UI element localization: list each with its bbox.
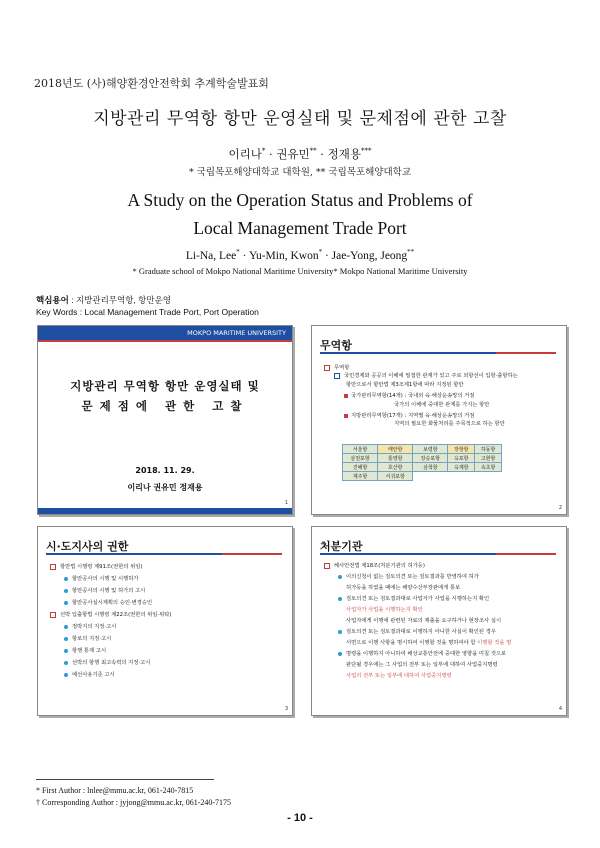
slide-body [50, 561, 292, 681]
footnote-rule [36, 779, 214, 780]
author-sep: · [265, 147, 277, 161]
author-3-mark: *** [360, 147, 372, 156]
square-bullet-icon [50, 564, 56, 570]
slide-heading: 무역항 [320, 339, 352, 352]
header-accent [496, 553, 556, 555]
bullet-line: 항만공사의 시행 및 시행허가 [50, 573, 292, 585]
footnote-corresponding-author: † Corresponding Author : jyjong@mmu.ac.kr, 061-240-7175 [36, 798, 232, 807]
english-affiliation: * Graduate school of Mokpo National Maritime University* Mokpo National Maritime University [132, 266, 468, 276]
author-sep: · [239, 249, 249, 262]
round-bullet-icon [64, 661, 68, 665]
table-row: 서울항 태안항 보령항 장항항 하동항 [343, 445, 502, 454]
page-number: - 10 - [287, 812, 313, 824]
bullet-line: 이의신청이 없는 검토의견 또는 검토결과를 반영하여 허가 [324, 572, 566, 583]
slide-page-number: 4 [558, 706, 562, 712]
bullet-line: 예선사용기준 고시 [50, 669, 292, 681]
slide-body [324, 364, 566, 429]
slide-header [320, 334, 556, 354]
author-3-en: Jae-Yong, Jeong [331, 249, 408, 262]
bullet-emphasis: 이행할 것을 명 [477, 640, 512, 646]
bullet-line: 검토의견 또는 검토결과대로 사업자가 사업을 시행하는지 확인 [324, 594, 566, 605]
square-bullet-icon [324, 365, 330, 371]
bullet-line: 해사안전법 제18조(처분기관의 허가등) [324, 561, 566, 572]
bullet-line: 지역의 필요한 화물처리를 주목적으로 하는 항만 [394, 421, 505, 428]
slide-body [324, 561, 566, 682]
square-bullet-icon [50, 612, 56, 618]
author-3: 정재용 [327, 147, 361, 161]
round-bullet-icon [338, 575, 342, 579]
banner-accent-line [38, 340, 292, 342]
slide-banner: MOKPO MARITIME UNIVERSITY [38, 326, 292, 340]
korean-authors [0, 146, 600, 162]
bullet-line: 항만공사실시계획의 승인·변경승인 [50, 597, 292, 609]
korean-title: 지방관리 무역항 항만 운영실태 및 문제점에 관한 고찰 [93, 109, 507, 129]
bullet-line: 항로의 지정·고시 [50, 633, 292, 645]
slide-footer-bar [38, 508, 292, 514]
bullet-line: 항만법 시행령 제91조(권한의 위임) [50, 561, 292, 573]
bullet-emphasis: 사업의 전부 또는 일부에 대하여 사업중지명령 [346, 673, 452, 679]
author-3-en-mark: ** [407, 248, 415, 256]
slide-page-number: 2 [558, 505, 562, 511]
bullet-line: 항만으로서 항만법 제3조제1항에 따라 지정된 항만 [346, 381, 464, 388]
keywords-en-value: : Local Management Trade Port, Port Operation [77, 307, 259, 317]
keywords-ko-value: : 지방관리무역항, 항만운영 [68, 295, 171, 305]
author-1-en: Li-Na, Lee [185, 249, 237, 262]
square-bullet-icon [334, 373, 340, 379]
round-bullet-icon [64, 649, 68, 653]
conference-header: 2018년도 (사)해양환경안전학회 추계학술발표회 [34, 77, 269, 90]
slide-title-line2: 문제점에 관한 고찰 [81, 399, 249, 413]
korean-affiliation: * 국립목포해양대학교 대학원, ** 국립목포해양대학교 [188, 167, 412, 178]
round-bullet-icon [64, 601, 68, 605]
slide-date: 2018. 11. 29. [135, 466, 195, 475]
bullet-line: 검토의견 또는 검토결과대로 이행하지 아니한 사실이 확인된 경우 [324, 627, 566, 638]
bullet-line: 국가의 이해에 중대한 관계를 가지는 항만 [394, 401, 490, 408]
bullet-line: 정박지의 지정·고시 [50, 621, 292, 633]
keywords-en [36, 307, 259, 317]
keywords-ko-label: 핵심용어 [36, 295, 69, 305]
slide-heading: 처분기관 [320, 540, 363, 553]
header-accent [222, 553, 282, 555]
round-bullet-icon [64, 589, 68, 593]
slide-page-number: 1 [284, 500, 288, 506]
keywords-en-label: Key Words [36, 307, 78, 317]
author-2-en: Yu-Min, Kwon [248, 249, 319, 262]
author-2-en-mark: * [318, 248, 323, 256]
author-1-en-mark: * [236, 248, 240, 256]
slide-title-line1: 지방관리 무역항 항만 운영실태 및 [70, 379, 260, 393]
bullet-line: 항만공사의 시행 및 허가의 고시 [50, 585, 292, 597]
table-row: 삼천포항 통영항 장승포항 옥포항 고현항 [343, 454, 502, 463]
bullet-line: 판단될 경우에는 그 사업의 전부 또는 일부에 대하여 사업중지명령 [346, 662, 498, 668]
slide-disposition-authority [311, 526, 567, 716]
english-title-line2: Local Management Trade Port [193, 218, 407, 238]
bullet-line: 지방관리무역항(17개) : 지역별 육·해상운송망의 거점 [324, 412, 566, 420]
square-bullet-icon [324, 563, 330, 569]
red-bullet-icon [344, 394, 348, 398]
slide-page-number: 3 [284, 706, 288, 712]
port-table [342, 444, 502, 481]
bullet-line: 허가등을 하였을 때에는 해양수산부장관에게 통보 [346, 585, 461, 591]
english-title [0, 186, 600, 242]
round-bullet-icon [338, 597, 342, 601]
bullet-line: 선박 입출항법 시행령 제22조(권한의 위임·위탁) [50, 609, 292, 621]
author-sep: · [316, 147, 328, 161]
bullet-line: 무역항 [324, 364, 566, 372]
keywords-ko [36, 294, 171, 306]
bullet-line: 사업자에게 이행에 관련된 자료의 제출을 요구하거나 현장조사 실시 [346, 618, 502, 624]
english-authors [0, 248, 600, 262]
slide-title [37, 325, 293, 515]
author-1: 이리나 [228, 147, 262, 161]
english-title-line1: A Study on the Operation Status and Problems of [127, 190, 473, 210]
slide-header [46, 535, 282, 555]
round-bullet-icon [64, 577, 68, 581]
author-2-mark: ** [309, 147, 317, 156]
round-bullet-icon [64, 625, 68, 629]
bullet-line: 선박의 항행 최고속력의 지정·고시 [50, 657, 292, 669]
bullet-emphasis: 사업자가 사업을 시행하는지 확인 [346, 607, 423, 613]
bullet-line: 항행 통제 고시 [50, 645, 292, 657]
round-bullet-icon [64, 637, 68, 641]
round-bullet-icon [64, 673, 68, 677]
author-1-mark: * [261, 147, 266, 156]
round-bullet-icon [338, 630, 342, 634]
table-row: 진해항 호산항 삼척항 옥계항 속초항 [343, 463, 502, 472]
header-accent [496, 352, 556, 354]
table-row: 제주항 서귀포항 [343, 472, 502, 481]
slide-trade-port [311, 325, 567, 515]
bullet-line: 명령을 이행하지 아니하여 해상교통안전에 중대한 영향을 미칠 것으로 [324, 649, 566, 660]
author-2: 권유민 [276, 147, 310, 161]
footnote-first-author: * First Author : lnlee@mmu.ac.kr, 061-240-7815 [36, 786, 194, 795]
bullet-line: 서면으로 이행 사항을 명시하여 이행할 것을 명하여야 함 이행할 것을 명 [346, 640, 512, 646]
slide-heading: 시·도지사의 권한 [46, 540, 129, 553]
red-bullet-icon [344, 414, 348, 418]
round-bullet-icon [338, 652, 342, 656]
bullet-line: 국가관리무역항(14개) : 국내외 육·해상운송망의 거점 [324, 392, 566, 400]
author-sep: · [322, 249, 332, 262]
slide-header [320, 535, 556, 555]
slide-presenters: 이리나 권유민 정재용 [127, 483, 203, 492]
bullet-line: 국민경제와 공공의 이해에 밀접한 관계가 있고 주로 외항선이 입항·출항하는 [324, 372, 566, 380]
slide-governor-authority [37, 526, 293, 716]
